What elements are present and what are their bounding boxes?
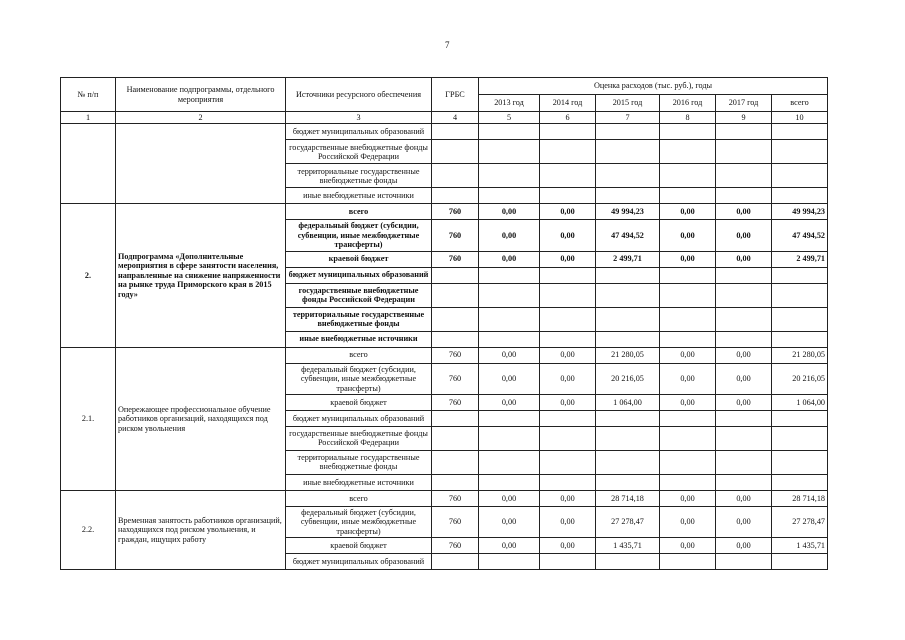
value-cell (596, 450, 660, 474)
grbs-cell: 760 (432, 538, 479, 554)
grbs-cell: 760 (432, 363, 479, 394)
value-cell: 0,00 (660, 347, 716, 363)
value-cell: 0,00 (479, 347, 540, 363)
source-cell: федеральный бюджет (субсидии, субвенции, иные межбюджетные трансферты) (286, 363, 432, 394)
value-cell: 0,00 (479, 204, 540, 220)
value-cell (596, 410, 660, 426)
value-cell (716, 450, 772, 474)
table-row (61, 347, 828, 363)
value-cell (660, 426, 716, 450)
grbs-cell (432, 331, 479, 347)
value-cell (479, 474, 540, 490)
value-cell: 1 435,71 (772, 538, 828, 554)
source-cell: всего (286, 490, 432, 506)
source-cell: государственные внебюджетные фонды Российской Федерации (286, 426, 432, 450)
value-cell (432, 164, 479, 188)
row-name: Временная занятость работников организаций, находящихся под риском увольнения, и граждан, ищущих работу (116, 490, 286, 569)
value-cell: 0,00 (540, 490, 596, 506)
value-cell (596, 283, 660, 307)
value-cell: 49 994,23 (772, 204, 828, 220)
value-cell (432, 140, 479, 164)
value-cell (479, 554, 540, 570)
value-cell: 0,00 (660, 251, 716, 267)
header-row (61, 78, 828, 95)
value-cell (716, 267, 772, 283)
value-cell (716, 554, 772, 570)
table-row (61, 204, 828, 220)
grbs-cell: 760 (432, 251, 479, 267)
value-cell: 27 278,47 (596, 506, 660, 537)
value-cell (540, 124, 596, 140)
table-row (61, 490, 828, 506)
column-number: 6 (540, 112, 596, 124)
value-cell: 28 714,18 (772, 490, 828, 506)
column-number: 7 (596, 112, 660, 124)
value-cell (540, 188, 596, 204)
value-cell (660, 124, 716, 140)
source-cell: краевой бюджет (286, 251, 432, 267)
value-cell (479, 188, 540, 204)
source-cell: территориальные государственные внебюджетные фонды (286, 164, 432, 188)
value-cell (660, 188, 716, 204)
row-num: 2.1. (61, 347, 116, 490)
value-cell (716, 283, 772, 307)
value-cell: 0,00 (716, 204, 772, 220)
source-cell: бюджет муниципальных образований (286, 267, 432, 283)
value-cell (540, 164, 596, 188)
source-cell: бюджет муниципальных образований (286, 410, 432, 426)
value-cell: 0,00 (540, 204, 596, 220)
value-cell (772, 410, 828, 426)
row-name: Подпрограмма «Дополнительные мероприятия в сфере занятости населения, направленные на снижение напряженности на рынке труда Приморского края в 2015 году» (116, 204, 286, 347)
value-cell: 0,00 (479, 251, 540, 267)
page-number: 7 (445, 40, 450, 50)
value-cell: 0,00 (479, 363, 540, 394)
source-cell: краевой бюджет (286, 394, 432, 410)
header-name: Наименование подпрограммы, отдельного мероприятия (116, 78, 286, 112)
value-cell: 0,00 (716, 251, 772, 267)
value-cell (772, 307, 828, 331)
value-cell (540, 554, 596, 570)
value-cell (716, 410, 772, 426)
grbs-cell (432, 426, 479, 450)
value-cell: 0,00 (716, 347, 772, 363)
value-cell (596, 164, 660, 188)
value-cell: 0,00 (716, 220, 772, 251)
header-year: 2014 год (540, 95, 596, 112)
source-cell: всего (286, 204, 432, 220)
value-cell (660, 283, 716, 307)
source-cell: иные внебюджетные источники (286, 331, 432, 347)
value-cell: 20 216,05 (772, 363, 828, 394)
value-cell (479, 426, 540, 450)
grbs-cell (432, 283, 479, 307)
value-cell (479, 450, 540, 474)
source-cell: бюджет муниципальных образований (286, 124, 432, 140)
grbs-cell (432, 474, 479, 490)
value-cell (596, 474, 660, 490)
value-cell (716, 188, 772, 204)
value-cell: 49 994,23 (596, 204, 660, 220)
source-cell: иные внебюджетные источники (286, 474, 432, 490)
value-cell (716, 426, 772, 450)
value-cell (660, 410, 716, 426)
grbs-cell (432, 450, 479, 474)
value-cell (716, 164, 772, 188)
value-cell (540, 140, 596, 164)
value-cell (479, 410, 540, 426)
value-cell: 0,00 (540, 347, 596, 363)
value-cell (479, 124, 540, 140)
value-cell (716, 124, 772, 140)
value-cell: 0,00 (716, 394, 772, 410)
value-cell: 0,00 (716, 490, 772, 506)
value-cell: 0,00 (479, 220, 540, 251)
value-cell (540, 426, 596, 450)
value-cell (772, 426, 828, 450)
column-number: 1 (61, 112, 116, 124)
row-name (116, 124, 286, 204)
value-cell (772, 554, 828, 570)
value-cell (772, 164, 828, 188)
grbs-cell (432, 267, 479, 283)
value-cell (540, 410, 596, 426)
row-name: Опережающее профессиональное обучение работников организаций, находящихся под риском увольнения (116, 347, 286, 490)
value-cell (540, 331, 596, 347)
value-cell (432, 188, 479, 204)
value-cell (772, 450, 828, 474)
value-cell: 47 494,52 (596, 220, 660, 251)
grbs-cell: 760 (432, 506, 479, 537)
value-cell (660, 450, 716, 474)
value-cell: 47 494,52 (772, 220, 828, 251)
grbs-cell (432, 307, 479, 331)
source-cell: иные внебюджетные источники (286, 188, 432, 204)
value-cell (596, 307, 660, 331)
value-cell: 0,00 (540, 506, 596, 537)
column-number: 5 (479, 112, 540, 124)
value-cell: 0,00 (660, 506, 716, 537)
value-cell: 0,00 (660, 490, 716, 506)
value-cell (660, 164, 716, 188)
value-cell (540, 267, 596, 283)
value-cell: 0,00 (540, 251, 596, 267)
column-numbers-row (61, 112, 828, 124)
value-cell: 0,00 (660, 394, 716, 410)
value-cell: 0,00 (479, 490, 540, 506)
value-cell: 0,00 (660, 363, 716, 394)
value-cell (596, 331, 660, 347)
value-cell (772, 331, 828, 347)
value-cell: 20 216,05 (596, 363, 660, 394)
value-cell (479, 307, 540, 331)
source-cell: федеральный бюджет (субсидии, субвенции, иные межбюджетные трансферты) (286, 220, 432, 251)
grbs-cell (432, 410, 479, 426)
value-cell (660, 474, 716, 490)
value-cell: 21 280,05 (772, 347, 828, 363)
source-cell: федеральный бюджет (субсидии, субвенции, иные межбюджетные трансферты) (286, 506, 432, 537)
column-number: 10 (772, 112, 828, 124)
header-estimate: Оценка расходов (тыс. руб.), годы (479, 78, 828, 95)
column-number: 3 (286, 112, 432, 124)
value-cell: 0,00 (479, 538, 540, 554)
value-cell (716, 140, 772, 164)
value-cell: 0,00 (716, 538, 772, 554)
value-cell (716, 474, 772, 490)
source-cell: государственные внебюджетные фонды Российской Федерации (286, 283, 432, 307)
row-num (61, 124, 116, 204)
value-cell (596, 267, 660, 283)
grbs-cell: 760 (432, 220, 479, 251)
value-cell (660, 554, 716, 570)
value-cell (772, 283, 828, 307)
value-cell: 0,00 (716, 506, 772, 537)
value-cell: 0,00 (540, 394, 596, 410)
value-cell (596, 426, 660, 450)
value-cell (772, 267, 828, 283)
table-row (61, 124, 828, 140)
value-cell: 28 714,18 (596, 490, 660, 506)
column-number: 9 (716, 112, 772, 124)
value-cell: 1 064,00 (772, 394, 828, 410)
source-cell: всего (286, 347, 432, 363)
value-cell: 0,00 (660, 538, 716, 554)
value-cell (540, 450, 596, 474)
source-cell: краевой бюджет (286, 538, 432, 554)
value-cell (772, 124, 828, 140)
value-cell (660, 331, 716, 347)
header-year: 2015 год (596, 95, 660, 112)
value-cell (479, 140, 540, 164)
value-cell (596, 554, 660, 570)
header-grbs: ГРБС (432, 78, 479, 112)
budget-table (60, 77, 828, 570)
value-cell (479, 164, 540, 188)
column-number: 8 (660, 112, 716, 124)
value-cell: 0,00 (716, 363, 772, 394)
value-cell: 0,00 (660, 204, 716, 220)
header-year: всего (772, 95, 828, 112)
value-cell (540, 474, 596, 490)
column-number: 4 (432, 112, 479, 124)
value-cell: 0,00 (660, 220, 716, 251)
value-cell (772, 140, 828, 164)
grbs-cell: 760 (432, 204, 479, 220)
value-cell: 1 064,00 (596, 394, 660, 410)
value-cell (596, 140, 660, 164)
value-cell: 1 435,71 (596, 538, 660, 554)
header-year: 2017 год (716, 95, 772, 112)
value-cell (479, 283, 540, 307)
row-num: 2. (61, 204, 116, 347)
value-cell: 27 278,47 (772, 506, 828, 537)
value-cell (660, 307, 716, 331)
header-year: 2016 год (660, 95, 716, 112)
header-num: № п/п (61, 78, 116, 112)
value-cell: 0,00 (540, 363, 596, 394)
column-number: 2 (116, 112, 286, 124)
value-cell (772, 474, 828, 490)
value-cell (479, 267, 540, 283)
value-cell: 0,00 (540, 538, 596, 554)
value-cell (596, 188, 660, 204)
value-cell (716, 307, 772, 331)
value-cell (432, 124, 479, 140)
value-cell (540, 283, 596, 307)
source-cell: бюджет муниципальных образований (286, 554, 432, 570)
value-cell: 2 499,71 (772, 251, 828, 267)
header-year: 2013 год (479, 95, 540, 112)
grbs-cell: 760 (432, 394, 479, 410)
value-cell (772, 188, 828, 204)
grbs-cell: 760 (432, 490, 479, 506)
grbs-cell (432, 554, 479, 570)
value-cell: 0,00 (479, 394, 540, 410)
value-cell (660, 140, 716, 164)
value-cell: 0,00 (479, 506, 540, 537)
value-cell: 0,00 (540, 220, 596, 251)
source-cell: государственные внебюджетные фонды Российской Федерации (286, 140, 432, 164)
value-cell (660, 267, 716, 283)
header-sources: Источники ресурсного обеспечения (286, 78, 432, 112)
value-cell: 21 280,05 (596, 347, 660, 363)
value-cell: 2 499,71 (596, 251, 660, 267)
row-num: 2.2. (61, 490, 116, 569)
source-cell: территориальные государственные внебюджетные фонды (286, 450, 432, 474)
value-cell (596, 124, 660, 140)
value-cell (479, 331, 540, 347)
grbs-cell: 760 (432, 347, 479, 363)
value-cell (716, 331, 772, 347)
value-cell (540, 307, 596, 331)
source-cell: территориальные государственные внебюджетные фонды (286, 307, 432, 331)
